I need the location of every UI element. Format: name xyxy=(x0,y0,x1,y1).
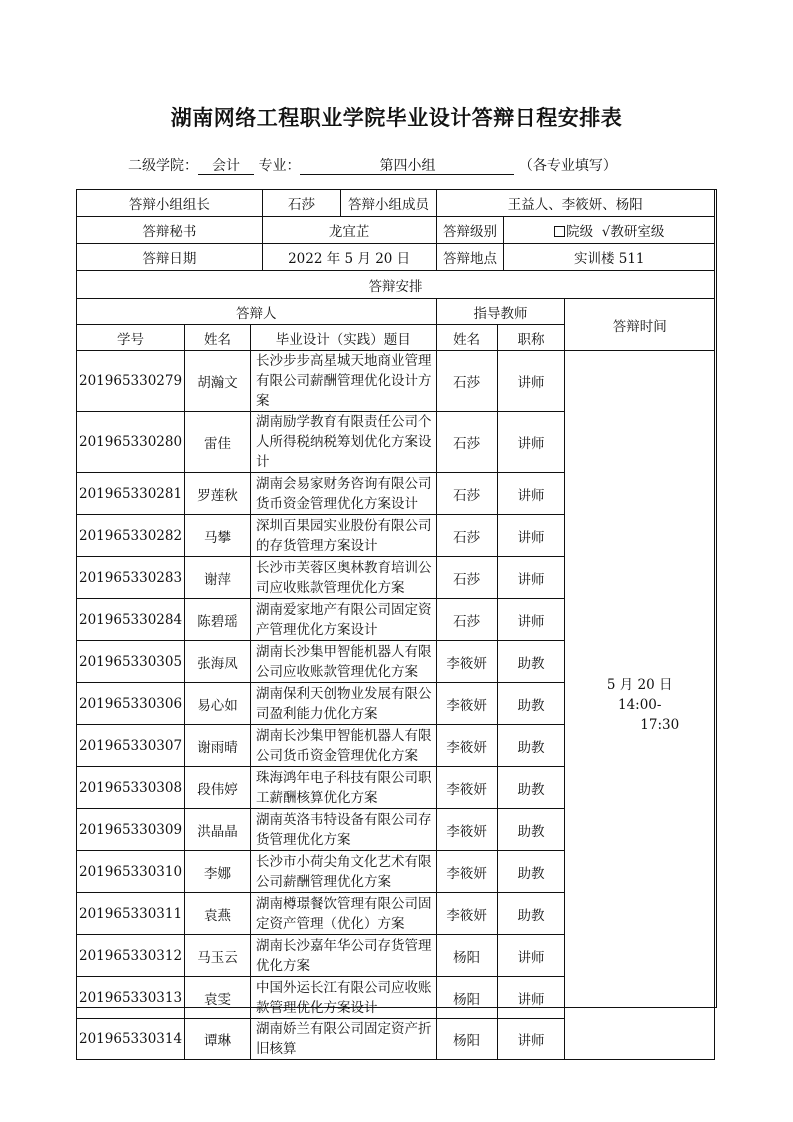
student-id: 201965330312 xyxy=(77,935,185,977)
student-name: 易心如 xyxy=(185,683,251,725)
student-name: 谢雨晴 xyxy=(185,725,251,767)
advisor-title: 助教 xyxy=(497,851,565,893)
secretary-row xyxy=(77,217,715,244)
col-advisor-name-header: 姓名 xyxy=(436,325,497,351)
thesis-topic: 深圳百果园实业股份有限公司的存货管理方案设计 xyxy=(250,515,436,557)
advisor-name: 石莎 xyxy=(436,515,497,557)
student-id: 201965330311 xyxy=(77,893,185,935)
advisor-title: 助教 xyxy=(497,809,565,851)
student-id: 201965330309 xyxy=(77,809,185,851)
student-id: 201965330282 xyxy=(77,515,185,557)
advisor-title: 讲师 xyxy=(497,351,565,412)
thesis-topic: 湖南保利天创物业发展有限公司盈利能力优化方案 xyxy=(250,683,436,725)
schedule-table-frame xyxy=(76,189,717,1057)
date-label: 答辩日期 xyxy=(77,244,263,271)
thesis-topic: 湖南长沙集甲智能机器人有限公司货币资金管理优化方案 xyxy=(250,725,436,767)
advisor-name: 李筱妍 xyxy=(436,851,497,893)
advisor-name: 杨阳 xyxy=(436,935,497,977)
advisor-name: 石莎 xyxy=(436,412,497,473)
student-id: 201965330307 xyxy=(77,725,185,767)
student-id: 201965330280 xyxy=(77,412,185,473)
table-row xyxy=(77,351,715,412)
leader-label: 答辩小组组长 xyxy=(77,190,263,217)
advisor-name: 石莎 xyxy=(436,557,497,599)
thesis-topic: 长沙市芙蓉区奥林教育培训公司应收账款管理优化方案 xyxy=(250,557,436,599)
members-value: 王益人、李筱妍、杨阳 xyxy=(436,190,714,217)
leader-row xyxy=(77,190,715,217)
advisor-name: 李筱妍 xyxy=(436,767,497,809)
college-label: 二级学院： xyxy=(128,158,198,174)
student-id: 201965330314 xyxy=(77,1019,185,1060)
thesis-topic: 长沙步步高星城天地商业管理有限公司薪酬管理优化设计方案 xyxy=(250,351,436,412)
thesis-topic: 湖南娇兰有限公司固定资产折旧核算 xyxy=(250,1019,436,1060)
student-id: 201965330283 xyxy=(77,557,185,599)
advisor-title: 讲师 xyxy=(497,412,565,473)
student-name: 马玉云 xyxy=(185,935,251,977)
defense-time-date: 5 月 20 日 xyxy=(606,677,673,693)
advisor-name: 杨阳 xyxy=(436,1019,497,1060)
school-level-label: 院级 xyxy=(566,224,594,240)
date-value: 2022 年 5 月 20 日 xyxy=(262,244,436,271)
student-name: 张海凤 xyxy=(185,641,251,683)
group-header-row xyxy=(77,299,715,325)
student-id: 201965330306 xyxy=(77,683,185,725)
student-name: 胡瀚文 xyxy=(185,351,251,412)
col-id-header: 学号 xyxy=(77,325,185,351)
student-id: 201965330281 xyxy=(77,473,185,515)
section-title: 答辩安排 xyxy=(77,271,715,299)
advisor-name: 李筱妍 xyxy=(436,893,497,935)
advisor-name: 李筱妍 xyxy=(436,641,497,683)
thesis-topic: 湖南会易家财务咨询有限公司货币资金管理优化方案设计 xyxy=(250,473,436,515)
advisor-title: 助教 xyxy=(497,893,565,935)
dept-level-label: √教研室级 xyxy=(601,224,665,240)
student-name: 谢萍 xyxy=(185,557,251,599)
major-label: 专业： xyxy=(258,158,301,174)
col-topic-header: 毕业设计（实践）题目 xyxy=(250,325,436,351)
thesis-topic: 湖南励学教育有限责任公司个人所得税纳税筹划优化方案设计 xyxy=(250,412,436,473)
major-value: 第四小组 xyxy=(300,158,514,175)
header-info-line xyxy=(128,155,617,175)
thesis-topic: 湖南英洛韦特设备有限公司存货管理优化方案 xyxy=(250,809,436,851)
time-header: 答辩时间 xyxy=(565,299,715,351)
student-name: 谭琳 xyxy=(185,1019,251,1060)
advisor-title: 助教 xyxy=(497,767,565,809)
fill-note: （各专业填写） xyxy=(518,158,617,174)
advisor-title: 助教 xyxy=(497,683,565,725)
page-title: 湖南网络工程职业学院毕业设计答辩日程安排表 xyxy=(170,106,623,130)
student-name: 罗莲秋 xyxy=(185,473,251,515)
student-name: 李娜 xyxy=(185,851,251,893)
advisor-header: 指导教师 xyxy=(436,299,565,325)
advisor-name: 石莎 xyxy=(436,599,497,641)
student-id: 201965330310 xyxy=(77,851,185,893)
thesis-topic: 长沙市小荷尖角文化艺术有限公司薪酬管理优化方案 xyxy=(250,851,436,893)
student-name: 洪晶晶 xyxy=(185,809,251,851)
thesis-topic: 湖南爱家地产有限公司固定资产管理优化方案设计 xyxy=(250,599,436,641)
defender-header: 答辩人 xyxy=(77,299,437,325)
thesis-topic: 湖南樽璟餐饮管理有限公司固定资产管理（优化）方案 xyxy=(250,893,436,935)
college-value: 会计 xyxy=(198,158,254,175)
defense-time-end: 17:30 xyxy=(640,717,680,733)
defense-time-start: 14:00- xyxy=(617,697,662,713)
level-options xyxy=(504,217,715,244)
place-value: 实训楼 511 xyxy=(504,244,715,271)
col-name-header: 姓名 xyxy=(185,325,251,351)
advisor-title: 讲师 xyxy=(497,557,565,599)
section-row xyxy=(77,271,715,299)
advisor-title: 助教 xyxy=(497,641,565,683)
advisor-title: 讲师 xyxy=(497,1019,565,1060)
level-label: 答辩级别 xyxy=(436,217,504,244)
advisor-title: 讲师 xyxy=(497,935,565,977)
student-name: 袁雯 xyxy=(185,977,251,1019)
thesis-topic: 湖南长沙集甲智能机器人有限公司应收账款管理优化方案 xyxy=(250,641,436,683)
leader-value: 石莎 xyxy=(262,190,341,217)
student-id: 201965330305 xyxy=(77,641,185,683)
schedule-table xyxy=(76,189,715,1060)
members-label: 答辩小组成员 xyxy=(341,190,436,217)
advisor-name: 杨阳 xyxy=(436,977,497,1019)
student-name: 马攀 xyxy=(185,515,251,557)
advisor-title: 讲师 xyxy=(497,599,565,641)
advisor-title: 讲师 xyxy=(497,977,565,1019)
date-row xyxy=(77,244,715,271)
advisor-name: 李筱妍 xyxy=(436,683,497,725)
student-id: 201965330279 xyxy=(77,351,185,412)
thesis-topic: 湖南长沙嘉年华公司存货管理优化方案 xyxy=(250,935,436,977)
student-name: 袁燕 xyxy=(185,893,251,935)
thesis-topic: 珠海鸿年电子科技有限公司职工薪酬核算优化方案 xyxy=(250,767,436,809)
thesis-topic: 中国外运长江有限公司应收账款管理优化方案设计 xyxy=(250,977,436,1019)
student-name: 陈碧瑶 xyxy=(185,599,251,641)
student-id: 201965330313 xyxy=(77,977,185,1019)
school-level-checkbox[interactable] xyxy=(554,226,565,237)
student-name: 段伟婷 xyxy=(185,767,251,809)
advisor-name: 李筱妍 xyxy=(436,725,497,767)
advisor-title: 助教 xyxy=(497,725,565,767)
secretary-value: 龙宜芷 xyxy=(262,217,436,244)
student-name: 雷佳 xyxy=(185,412,251,473)
advisor-title: 讲师 xyxy=(497,515,565,557)
secretary-label: 答辩秘书 xyxy=(77,217,263,244)
student-id: 201965330284 xyxy=(77,599,185,641)
defense-time xyxy=(565,351,715,1060)
advisor-name: 石莎 xyxy=(436,473,497,515)
place-label: 答辩地点 xyxy=(436,244,504,271)
student-id: 201965330308 xyxy=(77,767,185,809)
col-advisor-title-header: 职称 xyxy=(497,325,565,351)
advisor-title: 讲师 xyxy=(497,473,565,515)
advisor-name: 李筱妍 xyxy=(436,809,497,851)
advisor-name: 石莎 xyxy=(436,351,497,412)
